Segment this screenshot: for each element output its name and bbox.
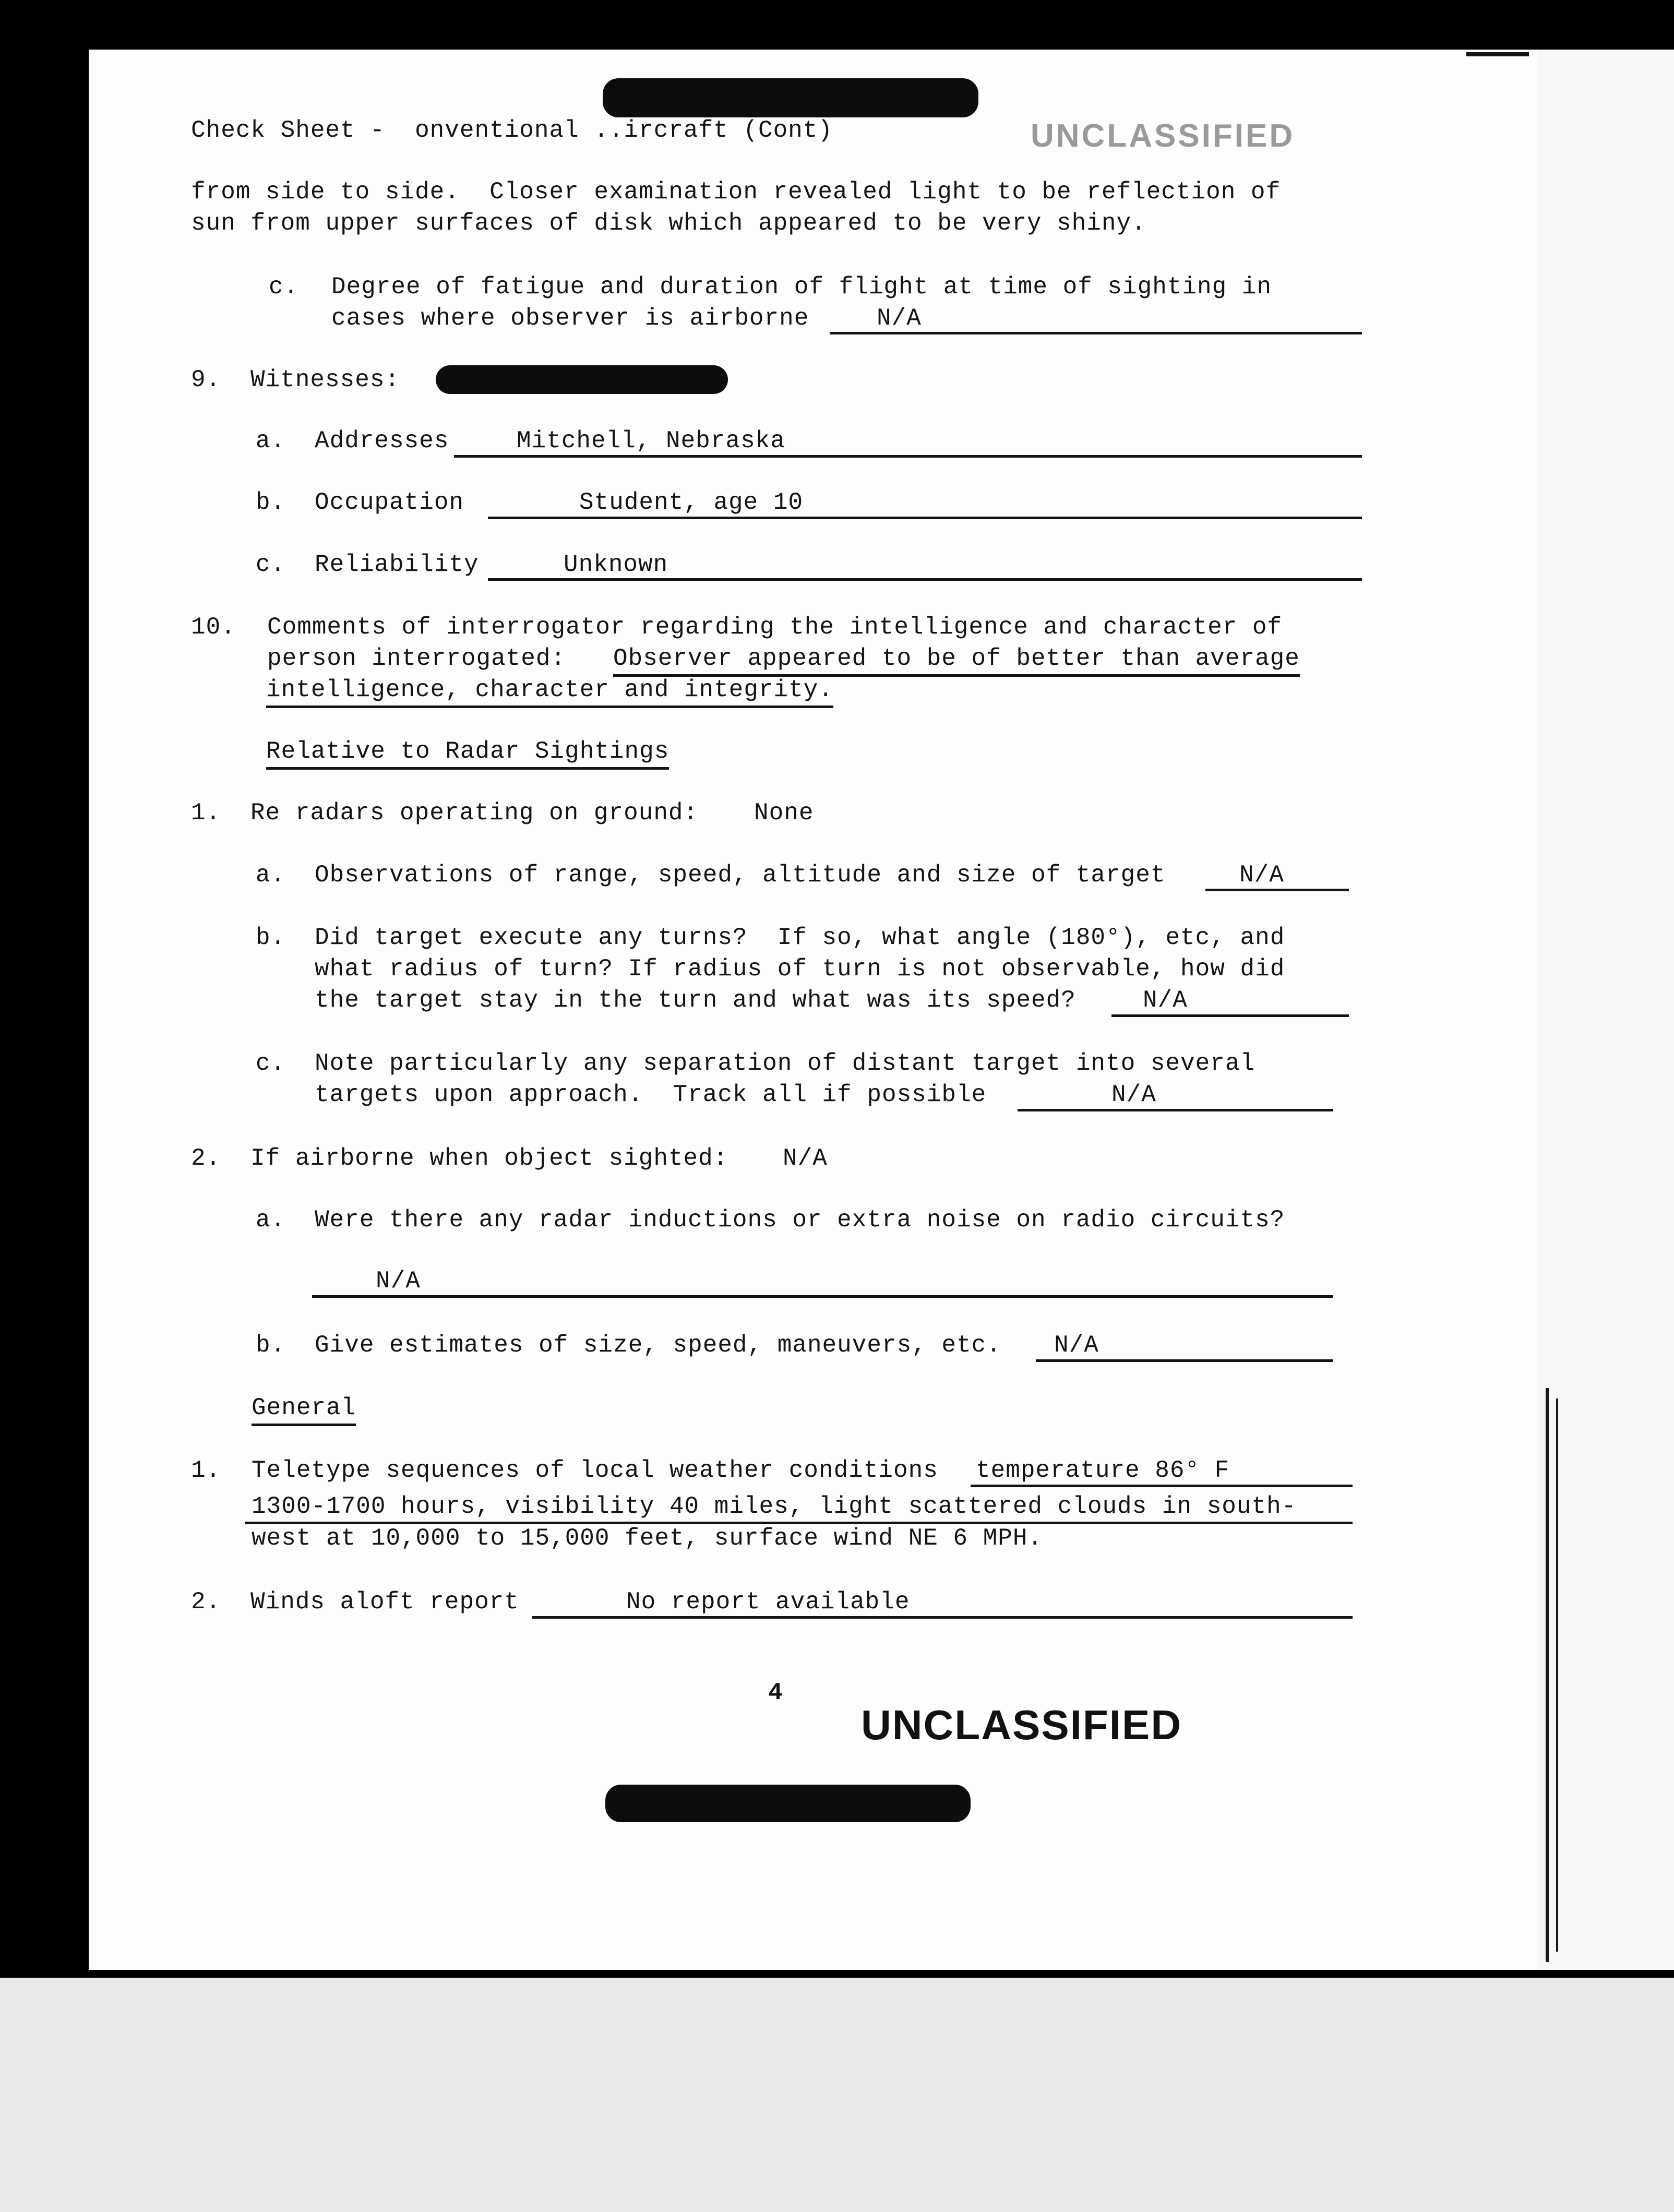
radar-1c-marker: c. xyxy=(256,1050,286,1077)
general-heading: General xyxy=(252,1392,356,1426)
item-9c-value: Unknown xyxy=(564,551,668,578)
item-10-line-3-value: intelligence, character and integrity. xyxy=(266,674,833,708)
page-header-title: Check Sheet - onventional ..ircraft (Cont) xyxy=(191,117,833,144)
radar-1b-line-2: what radius of turn? If radius of turn is not observable, how did xyxy=(315,955,1285,983)
general-item-1-number: 1. xyxy=(191,1457,221,1484)
radar-2b-value: N/A xyxy=(1054,1332,1099,1359)
radar-1a-marker: a. xyxy=(256,862,286,889)
radar-2a-value: N/A xyxy=(376,1268,421,1295)
item-8c-line-1: Degree of fatigue and duration of flight at time of sighting in xyxy=(331,273,1272,301)
item-9-label: Witnesses: xyxy=(250,366,400,393)
radar-1b-line-3: the target stay in the turn and what was its speed? xyxy=(315,987,1076,1014)
redaction-witness-name xyxy=(436,365,728,394)
item-8c-fill-line xyxy=(830,332,1362,334)
radar-item-1-value: None xyxy=(754,799,814,827)
radar-1c-line-1: Note particularly any separation of distant target into several xyxy=(315,1050,1255,1077)
radar-item-2-text: If airborne when object sighted: xyxy=(250,1145,728,1172)
intro-line-1: from side to side. Closer examination revealed light to be reflection of xyxy=(191,178,1281,206)
radar-1b-line-1: Did target execute any turns? If so, what angle (180°), etc, and xyxy=(315,924,1285,951)
radar-1b-value: N/A xyxy=(1143,987,1188,1014)
general-item-1-value-2: 1300-1700 hours, visibility 40 miles, light scattered clouds in south- xyxy=(252,1493,1297,1520)
general-item-1-value-1: temperature 86° F xyxy=(976,1457,1230,1484)
radar-1a-value: N/A xyxy=(1239,862,1284,889)
item-10-line-1: Comments of interrogator regarding the intelligence and character of xyxy=(267,614,1283,641)
radar-2a-text: Were there any radar inductions or extra noise on radio circuits? xyxy=(315,1206,1285,1234)
item-9b-label: Occupation xyxy=(315,489,464,516)
radar-2b-fill-line xyxy=(1036,1359,1333,1362)
general-item-2-label: Winds aloft report xyxy=(250,1588,519,1616)
page-number: 4 xyxy=(768,1679,783,1706)
radar-2b-marker: b. xyxy=(256,1332,286,1359)
classification-stamp-bottom: UNCLASSIFIED xyxy=(861,1702,1182,1748)
top-edge-mark xyxy=(1466,52,1529,56)
radar-1b-fill-line xyxy=(1111,1014,1349,1017)
radar-1a-fill-line xyxy=(1205,889,1349,891)
radar-heading: Relative to Radar Sightings xyxy=(266,736,669,770)
item-9a-value: Mitchell, Nebraska xyxy=(517,427,785,455)
item-10-number: 10. xyxy=(191,614,236,641)
redaction-top xyxy=(603,78,978,117)
item-9c-fill-line xyxy=(488,578,1362,581)
item-8c-value: N/A xyxy=(877,305,922,332)
general-item-1-fill-line-1 xyxy=(971,1485,1353,1487)
redaction-bottom xyxy=(605,1785,971,1822)
binding-line xyxy=(1546,1388,1549,1962)
item-8c-marker: c. xyxy=(269,273,299,301)
general-item-1-text: Teletype sequences of local weather conditions xyxy=(252,1457,938,1484)
item-9b-value: Student, age 10 xyxy=(579,489,804,516)
radar-item-2-number: 2. xyxy=(191,1145,221,1172)
radar-1a-text: Observations of range, speed, altitude and size of target xyxy=(315,862,1166,889)
general-item-2-number: 2. xyxy=(191,1588,221,1616)
scan-margin xyxy=(0,1978,1674,2212)
item-9b-fill-line xyxy=(488,517,1362,519)
radar-2b-text: Give estimates of size, speed, maneuvers, etc. xyxy=(315,1332,1001,1359)
radar-item-1-number: 1. xyxy=(191,799,221,827)
item-10-line-2-value: Observer appeared to be of better than average xyxy=(613,643,1300,677)
general-item-1-value-3: west at 10,000 to 15,000 feet, surface wind NE 6 MPH. xyxy=(252,1525,1043,1552)
item-9a-marker: a. xyxy=(256,427,286,455)
radar-1b-marker: b. xyxy=(256,924,286,951)
item-9b-marker: b. xyxy=(256,489,286,516)
radar-item-2-value: N/A xyxy=(783,1145,828,1172)
radar-2a-marker: a. xyxy=(256,1206,286,1234)
intro-line-2: sun from upper surfaces of disk which appeared to be very shiny. xyxy=(191,210,1146,237)
radar-1c-fill-line xyxy=(1018,1109,1333,1111)
item-9a-label: Addresses xyxy=(315,427,449,455)
item-9-number: 9. xyxy=(191,366,221,393)
item-9c-label: Reliability xyxy=(315,551,479,578)
item-9c-marker: c. xyxy=(256,551,286,578)
radar-item-1-text: Re radars operating on ground: xyxy=(250,799,699,827)
binding-line-2 xyxy=(1556,1398,1558,1952)
radar-1c-line-2: targets upon approach. Track all if possible xyxy=(315,1081,987,1108)
general-item-2-fill-line xyxy=(532,1616,1353,1619)
radar-1c-value: N/A xyxy=(1111,1081,1156,1108)
general-item-2-value: No report available xyxy=(626,1588,910,1616)
item-9a-fill-line xyxy=(454,455,1362,458)
classification-stamp-top: UNCLASSIFIED xyxy=(1031,118,1295,154)
radar-2a-fill-line xyxy=(312,1295,1333,1298)
item-10-line-2-label: person interrogated: xyxy=(267,645,566,672)
item-8c-line-2: cases where observer is airborne xyxy=(331,305,809,332)
